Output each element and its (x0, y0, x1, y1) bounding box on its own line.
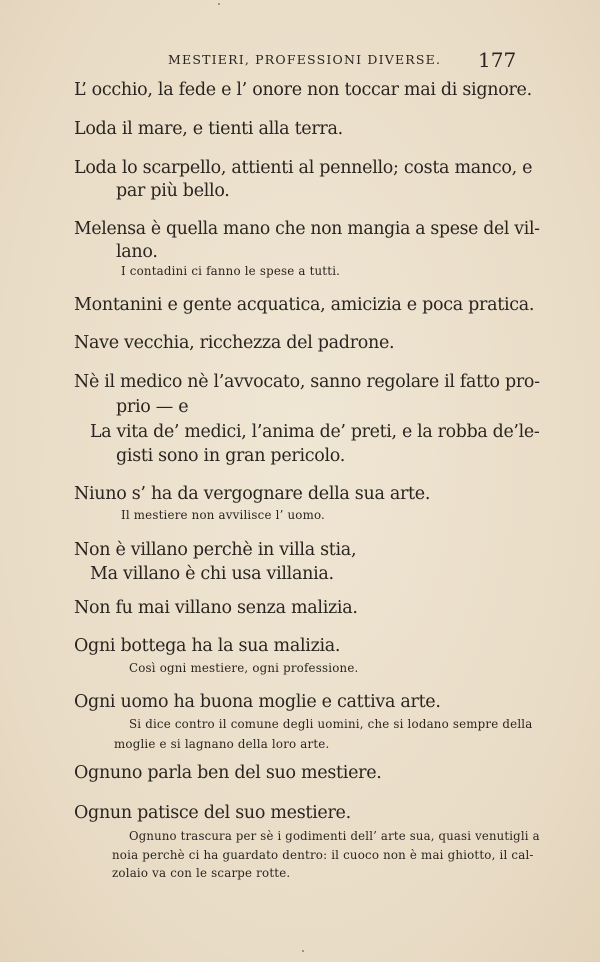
paper-speck (218, 3, 220, 5)
proverb-line: Loda lo scarpello, attienti al pennello; costa manco, e (74, 158, 533, 178)
proverb-line: Ognun patisce del suo mestiere. (74, 803, 351, 823)
proverb-line: Niuno s’ ha da vergognare della sua arte. (74, 484, 431, 504)
proverb-line: Loda il mare, e tienti alla terra. (74, 119, 343, 139)
proverb-line: Montanini e gente acquatica, amicizia e poca pratica. (74, 295, 535, 315)
proverb-line: Ma villano è chi usa villania. (90, 564, 334, 584)
proverb-note: moglie e si lagnano della loro arte. (114, 737, 330, 751)
proverb-line: Non fu mai villano senza malizia. (74, 598, 358, 618)
proverb-note: Così ogni mestiere, ogni professione. (129, 661, 359, 675)
proverb-line: Non è villano perchè in villa stia, (74, 540, 357, 560)
proverb-line: Nè il medico nè l’avvocato, sanno regolare il fatto pro- (74, 372, 540, 392)
proverb-note: Si dice contro il comune degli uomini, che si lodano sempre della (129, 717, 533, 731)
paper-speck (302, 950, 304, 952)
proverb-line: La vita de’ medici, l’anima de’ preti, e la robba de’le- (90, 422, 540, 442)
proverb-line-continuation: prio — e (116, 397, 189, 417)
proverb-note: Ognuno trascura per sè i godimenti dell’ arte sua, quasi venutigli a (129, 829, 540, 843)
page-number: 177 (478, 48, 517, 72)
proverb-line: Ogni uomo ha buona moglie e cattiva arte. (74, 692, 441, 712)
proverb-note: Il mestiere non avvilisce l’ uomo. (121, 508, 325, 522)
proverb-line-continuation: gisti sono in gran pericolo. (116, 446, 345, 466)
page-header (0, 48, 600, 72)
proverb-line: Melensa è quella mano che non mangia a spese del vil- (74, 219, 540, 239)
proverb-line: L’ occhio, la fede e l’ onore non toccar mai di signore. (74, 80, 532, 100)
proverb-note: zolaio va con le scarpe rotte. (112, 866, 291, 880)
proverb-line-continuation: par più bello. (116, 181, 230, 201)
running-head: MESTIERI, PROFESSIONI DIVERSE. (168, 52, 442, 67)
proverb-line: Ognuno parla ben del suo mestiere. (74, 763, 382, 783)
proverb-note: I contadini ci fanno le spese a tutti. (121, 264, 341, 278)
proverb-note: noia perchè ci ha guardato dentro: il cuoco non è mai ghiotto, il cal- (112, 848, 534, 862)
proverb-line: Nave vecchia, ricchezza del padrone. (74, 333, 395, 353)
proverb-line: Ogni bottega ha la sua malizia. (74, 636, 341, 656)
proverb-line-continuation: lano. (116, 242, 158, 262)
